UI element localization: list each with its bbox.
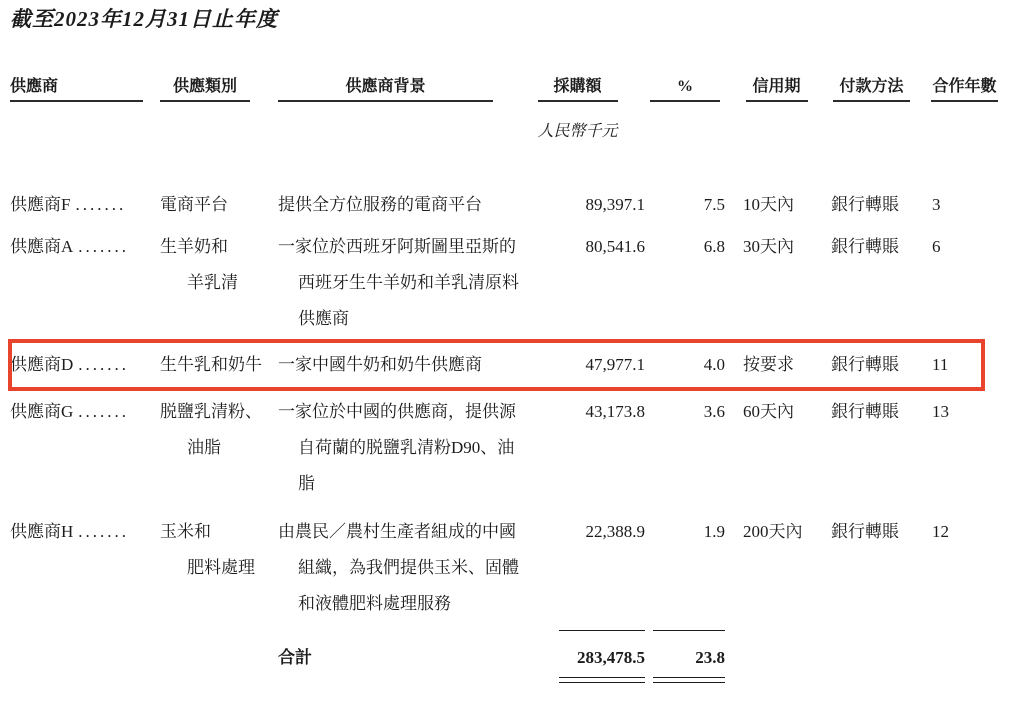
- supplier-name: 供應商A: [10, 237, 74, 256]
- category-cell: 玉米和 肥料處理: [160, 522, 255, 577]
- header-background: 供應商背景: [278, 78, 510, 102]
- double-rule-line: [653, 677, 725, 683]
- purchase-amount: 22,388.9: [585, 522, 645, 541]
- payment-method: 銀行轉賬: [831, 237, 899, 256]
- header-category: 供應類別: [160, 78, 278, 102]
- table-row: [10, 514, 1024, 622]
- payment-method: 銀行轉賬: [831, 195, 899, 214]
- credit-period: 按要求: [743, 355, 794, 374]
- header-underline: [160, 100, 250, 102]
- leader-dots: .......: [78, 237, 130, 256]
- total-row: [10, 640, 1024, 676]
- table-row: [10, 229, 1024, 337]
- supplier-cell: [10, 347, 160, 383]
- percent-value: 4.0: [703, 355, 725, 374]
- credit-period: 10天內: [743, 195, 794, 214]
- percent-value: 1.9: [703, 522, 725, 541]
- credit-period: 60天內: [743, 402, 794, 421]
- purchase-amount: 89,397.1: [585, 195, 645, 214]
- header-percent: %: [645, 78, 725, 102]
- payment-method: 銀行轉賬: [831, 402, 899, 421]
- header-underline: [931, 100, 998, 102]
- purchase-amount: 47,977.1: [585, 355, 645, 374]
- payment-method: 銀行轉賬: [831, 355, 899, 374]
- supplier-name: 供應商F: [10, 195, 71, 214]
- years-of-cooperation: 3: [932, 195, 941, 214]
- page-title: 截至2023年12月31日止年度: [10, 7, 278, 31]
- leader-dots: .......: [75, 195, 127, 214]
- supplier-cell: [10, 514, 160, 622]
- credit-period: 200天內: [743, 522, 803, 541]
- category-cell: 生羊奶和 羊乳清: [160, 237, 238, 292]
- supplier-cell: [10, 187, 160, 223]
- years-of-cooperation: 13: [932, 402, 949, 421]
- percent-value: 3.6: [703, 402, 725, 421]
- background-cell: 一家位於西班牙阿斯圖里亞斯的 西班牙生牛羊奶和羊乳清原料 供應商: [278, 237, 519, 328]
- leader-dots: .......: [78, 355, 130, 374]
- total-bottom-rules: [10, 677, 1024, 683]
- background-cell: 由農民／農村生產者組成的中國 組織，為我們提供玉米、固體 和液體肥料處理服務: [278, 522, 519, 613]
- header-underline: [538, 100, 618, 102]
- table-row: [10, 187, 1024, 223]
- percent-value: 7.5: [703, 195, 725, 214]
- years-of-cooperation: 6: [932, 237, 941, 256]
- payment-method: 銀行轉賬: [831, 522, 899, 541]
- purchase-amount: 43,173.8: [585, 402, 645, 421]
- leader-dots: .......: [78, 522, 130, 541]
- table-row-highlighted: [10, 347, 1024, 383]
- supplier-name: 供應商G: [10, 402, 74, 421]
- header-underline: [650, 100, 720, 102]
- leader-dots: .......: [78, 402, 130, 421]
- background-cell: 提供全方位服務的電商平台: [278, 195, 482, 214]
- rule-line: [653, 630, 725, 631]
- credit-period: 30天內: [743, 237, 794, 256]
- header-credit-period: 信用期: [725, 78, 828, 102]
- background-cell: 一家位於中國的供應商，提供源 自荷蘭的脱鹽乳清粉D90、油 脂: [278, 402, 516, 493]
- total-top-rules: [10, 630, 1024, 631]
- header-supplier: 供應商: [10, 78, 160, 102]
- total-label: 合計: [278, 648, 312, 667]
- purchase-amount: 80,541.6: [585, 237, 645, 256]
- header-years: 合作年數: [915, 78, 1014, 102]
- background-cell: 一家中國牛奶和奶牛供應商: [278, 355, 482, 374]
- category-cell: 脱鹽乳清粉、 油脂: [160, 402, 262, 457]
- total-percent: 23.8: [695, 648, 725, 667]
- currency-unit-note: 人民幣千元: [537, 123, 618, 140]
- header-purchase-amount: 採購額: [510, 78, 645, 102]
- supplier-name: 供應商D: [10, 355, 74, 374]
- double-rule-line: [559, 677, 645, 683]
- header-underline: [10, 100, 143, 102]
- table-header-row: [10, 78, 1024, 102]
- header-underline: [833, 100, 910, 102]
- years-of-cooperation: 12: [932, 522, 949, 541]
- header-underline: [278, 100, 493, 102]
- years-of-cooperation: 11: [932, 355, 949, 374]
- category-cell: 電商平台: [160, 195, 228, 214]
- rule-line: [559, 630, 645, 631]
- supplier-cell: [10, 229, 160, 337]
- category-cell: 生牛乳和奶牛: [160, 355, 262, 374]
- header-payment-method: 付款方法: [828, 78, 915, 102]
- total-purchase-amount: 283,478.5: [577, 648, 645, 667]
- unit-row: [10, 124, 1024, 140]
- supplier-cell: [10, 394, 160, 502]
- table-row: [10, 394, 1024, 502]
- supplier-name: 供應商H: [10, 522, 74, 541]
- percent-value: 6.8: [703, 237, 725, 256]
- header-underline: [746, 100, 808, 102]
